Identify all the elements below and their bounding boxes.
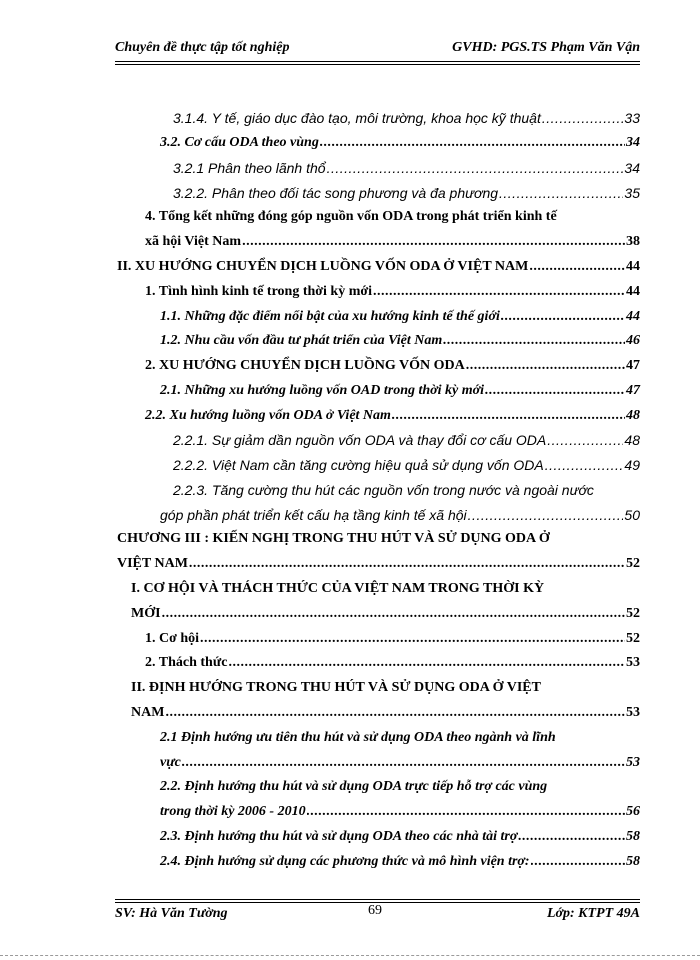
toc-entry: 2.2.1. Sự giảm dần nguồn vốn ODA và thay đổi cơ cấu ODA ..... 48	[173, 432, 640, 448]
toc-entry: MỚI ..... 52	[131, 606, 640, 622]
toc-entry: II. XU HƯỚNG CHUYỂN DỊCH LUỒNG VỐN ODA Ở VIỆT NAM ..... 44	[117, 259, 640, 275]
page-number: 69	[368, 903, 382, 918]
footer-rule	[115, 899, 640, 900]
header-rule-thin	[115, 64, 640, 65]
footer-left: SV: Hà Văn Tường	[115, 906, 228, 921]
toc-entry: 2.3. Định hướng thu hút và sử dụng ODA theo các nhà tài trợ ..... 58	[160, 829, 640, 845]
toc-entry: 4. Tổng kết những đóng góp nguồn vốn ODA trong phát triển kinh tế	[145, 209, 557, 224]
toc-entry: trong thời kỳ 2006 - 2010 ..... 56	[160, 804, 640, 820]
toc-entry: 1.2. Nhu cầu vốn đầu tư phát triển của Việt Nam ..... 46	[160, 333, 640, 349]
toc-entry: 2.1. Những xu hướng luồng vốn OAD trong thời kỳ mới ..... 47	[160, 383, 640, 399]
toc-entry: 2. XU HƯỚNG CHUYỂN DỊCH LUỒNG VỐN ODA ..... 47	[145, 358, 640, 374]
toc-entry: 2.1 Định hướng ưu tiên thu hút và sử dụng ODA theo ngành và lĩnh	[160, 730, 556, 745]
toc-entry: CHƯƠNG III : KIẾN NGHỊ TRONG THU HÚT VÀ SỬ DỤNG ODA Ở	[117, 531, 550, 546]
toc-entry: 3.2. Cơ cấu ODA theo vùng ..... 34	[160, 135, 640, 151]
toc-entry: 2.4. Định hướng sử dụng các phương thức và mô hình viện trợ: ..... 58	[160, 854, 640, 870]
toc-entry: vực ..... 53	[160, 755, 640, 771]
toc-entry: xã hội Việt Nam ..... 38	[145, 234, 640, 250]
toc-entry: 2.2. Định hướng thu hút và sử dụng ODA trực tiếp hỗ trợ các vùng	[160, 779, 548, 794]
footer-right: Lớp: KTPT 49A	[546, 906, 640, 921]
toc-entry: 3.2.1 Phân theo lãnh thổ ..... 34	[173, 160, 640, 176]
toc-entry: 3.2.2. Phân theo đối tác song phương và đa phương ..... 35	[173, 185, 640, 201]
toc-entry: VIỆT NAM ..... 52	[117, 556, 640, 572]
toc-entry: NAM ..... 53	[131, 705, 640, 721]
header-right: GVHD: PGS.TS Phạm Văn Vận	[452, 40, 640, 55]
toc-entry: 2. Thách thức ..... 53	[145, 655, 640, 671]
toc-entry: góp phần phát triển kết cấu hạ tầng kinh tế xã hội ..... 50	[160, 507, 640, 523]
toc-entry: 1. Cơ hội ..... 52	[145, 631, 640, 647]
header-rule	[115, 61, 640, 62]
page-break-line	[0, 955, 700, 956]
toc-entry: 1.1. Những đặc điểm nổi bật của xu hướng kinh tế thế giới ..... 44	[160, 309, 640, 325]
toc-entry: 2.2.2. Việt Nam cần tăng cường hiệu quả sử dụng vốn ODA ..... 49	[173, 457, 640, 473]
toc-entry: I. CƠ HỘI VÀ THÁCH THỨC CỦA VIỆT NAM TRONG THỜI KỲ	[131, 581, 545, 596]
toc-entry: 2.2.3. Tăng cường thu hút các nguồn vốn trong nước và ngoài nước	[173, 482, 594, 498]
header-left: Chuyên đề thực tập tốt nghiệp	[115, 40, 290, 55]
toc-entry: 3.1.4. Y tế, giáo dục đào tạo, môi trường, khoa học kỹ thuật ..... 33	[173, 110, 640, 126]
toc-entry: 2.2. Xu hướng luồng vốn ODA ở Việt Nam ..... 48	[145, 408, 640, 424]
toc-entry: II. ĐỊNH HƯỚNG TRONG THU HÚT VÀ SỬ DỤNG ODA Ở VIỆT	[131, 680, 541, 695]
toc-entry: 1. Tình hình kinh tế trong thời kỳ mới ..... 44	[145, 284, 640, 300]
